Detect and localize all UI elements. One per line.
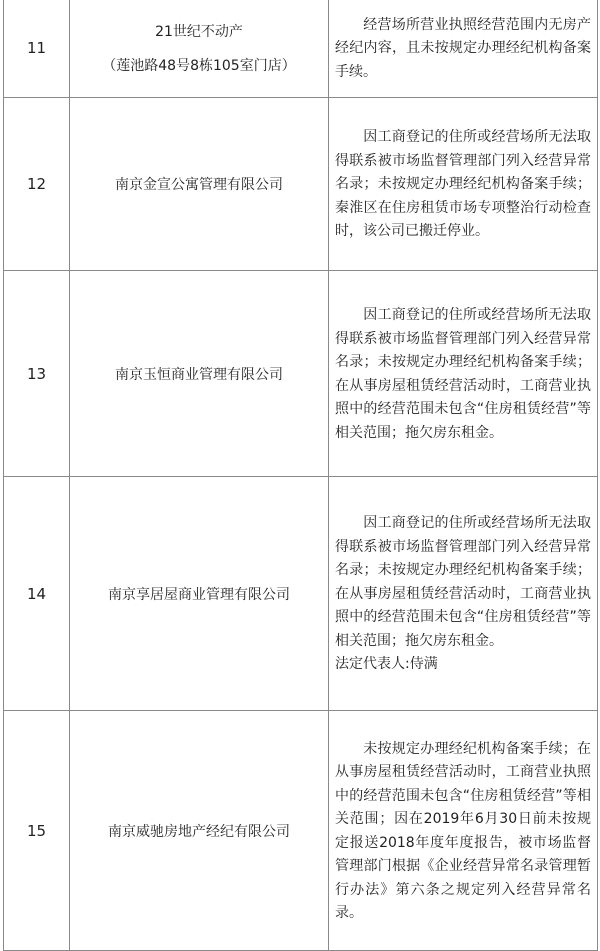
violation-reason: 未按规定办理经纪机构备案手续；在从事房屋租赁经营活动时，工商营业执照中的经营范围未包含“住房租赁经营”等相关范围；因在2019年6月30日前未按规定报送2018年度年度报告，被市场监督管理部门根据《企业经营异常名录管理暂行办法》第六条之规定列入经营异常名录。 bbox=[335, 740, 591, 921]
table-row bbox=[4, 477, 598, 711]
company-name: 21世纪不动产 bbox=[155, 24, 243, 40]
table-row bbox=[4, 0, 598, 98]
table-row bbox=[4, 271, 598, 477]
company-name-cell bbox=[70, 0, 329, 98]
company-name: 南京玉恒商业管理有限公司 bbox=[70, 271, 329, 477]
violation-reason-cell bbox=[329, 477, 598, 711]
row-number: 15 bbox=[4, 711, 70, 951]
legal-representative: 法定代表人:侍满 bbox=[335, 656, 438, 673]
table-row bbox=[4, 711, 598, 951]
violation-reason-cell bbox=[329, 0, 598, 98]
violation-reason-cell bbox=[329, 711, 598, 951]
company-address: （莲池路48号8栋105室门店） bbox=[102, 58, 296, 74]
violation-reason: 因工商登记的住所或经营场所无法取得联系被市场监督管理部门列入经营异常名录；未按规定办理经纪机构备案手续；在从事房屋租赁经营活动时，工商营业执照中的经营范围未包含“住房租赁经营”等相关范围；拖欠房东租金。 bbox=[335, 515, 591, 649]
violation-reason: 因工商登记的住所或经营场所无法取得联系被市场监督管理部门列入经营异常名录；未按规定办理经纪机构备案手续；秦淮区在住房租赁市场专项整治行动检查时，该公司已搬迁停业。 bbox=[335, 129, 591, 240]
violation-reason: 因工商登记的住所或经营场所无法取得联系被市场监督管理部门列入经营异常名录；未按规定办理经纪机构备案手续；在从事房屋租赁经营活动时，工商营业执照中的经营范围未包含“住房租赁经营”等相关范围；拖欠房东租金。 bbox=[335, 307, 591, 441]
row-number: 14 bbox=[4, 477, 70, 711]
violation-reason-cell bbox=[329, 98, 598, 271]
blacklist-table bbox=[3, 0, 598, 951]
company-name: 南京金宣公寓管理有限公司 bbox=[70, 98, 329, 271]
violation-reason: 经营场所营业执照经营范围内无房产经纪内容，且未按规定办理经纪机构备案手续。 bbox=[335, 16, 591, 80]
table-row bbox=[4, 98, 598, 271]
company-name: 南京享居屋商业管理有限公司 bbox=[70, 477, 329, 711]
row-number: 13 bbox=[4, 271, 70, 477]
violation-reason-cell bbox=[329, 271, 598, 477]
row-number: 11 bbox=[4, 0, 70, 98]
row-number: 12 bbox=[4, 98, 70, 271]
company-name: 南京威驰房地产经纪有限公司 bbox=[70, 711, 329, 951]
